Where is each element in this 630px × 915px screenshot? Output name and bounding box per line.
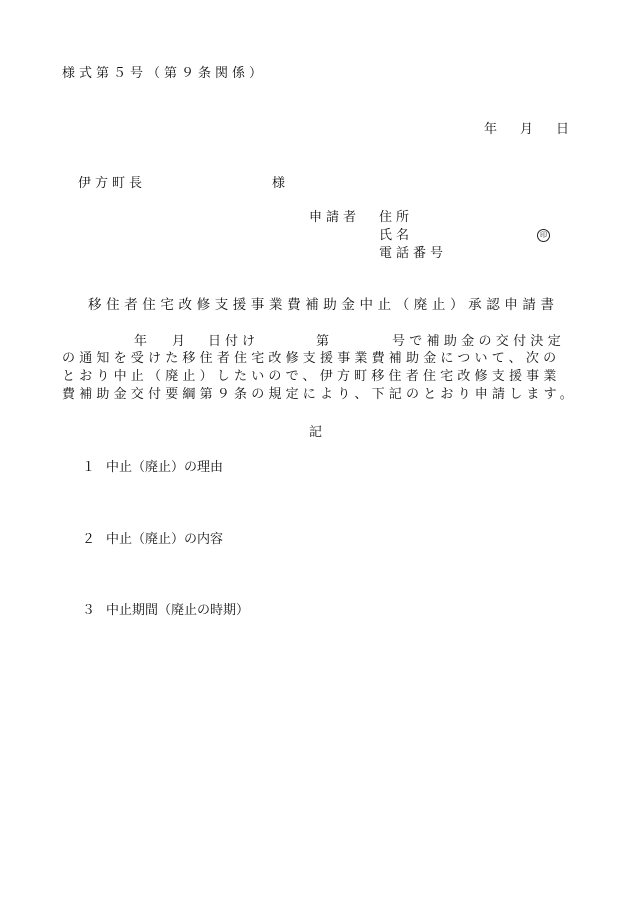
body-line1-rest: 号で補助金の交付決定 <box>392 334 566 349</box>
date-day-label: 日 <box>556 122 570 137</box>
item-text-2: 中止（廃止）の内容 <box>106 532 224 547</box>
body-number-prefix: 第 <box>316 334 330 349</box>
addressee-honorific: 様 <box>272 176 286 191</box>
body-year: 年 <box>134 334 148 349</box>
date-month-label: 月 <box>520 122 534 137</box>
item-text-3: 中止期間（廃止の時期） <box>106 603 250 618</box>
item-number-2: ２ <box>82 532 96 547</box>
ki-heading: 記 <box>309 425 323 440</box>
document-title: 移住者住宅改修支援事業費補助金中止（廃止）承認申請書 <box>88 297 559 313</box>
item-text-1: 中止（廃止）の理由 <box>106 460 224 475</box>
item-number-1: １ <box>82 460 96 475</box>
seal-icon: 印 <box>537 229 550 242</box>
body-month: 月 <box>172 334 186 349</box>
seal-mark <box>537 228 550 244</box>
body-dated: 日付け <box>208 334 260 349</box>
phone-label: 電話番号 <box>379 246 448 261</box>
item-number-3: ３ <box>82 603 96 618</box>
body-line-4: 費補助金交付要綱第９条の規定により、下記のとおり申請します。 <box>62 387 577 402</box>
address-label: 住所 <box>379 210 414 225</box>
form-label: 様式第５号（第９条関係） <box>62 66 267 81</box>
name-label: 氏名 <box>379 228 414 243</box>
applicant-label: 申請者 <box>309 210 361 225</box>
body-line-2: の通知を受けた移住者住宅改修支援事業費補助金について、次の <box>62 351 561 366</box>
date-year-label: 年 <box>484 122 498 137</box>
body-line-3: とおり中止（廃止）したいので、伊方町移住者住宅改修支援事業 <box>62 369 561 384</box>
addressee-name: 伊方町長 <box>78 176 147 191</box>
